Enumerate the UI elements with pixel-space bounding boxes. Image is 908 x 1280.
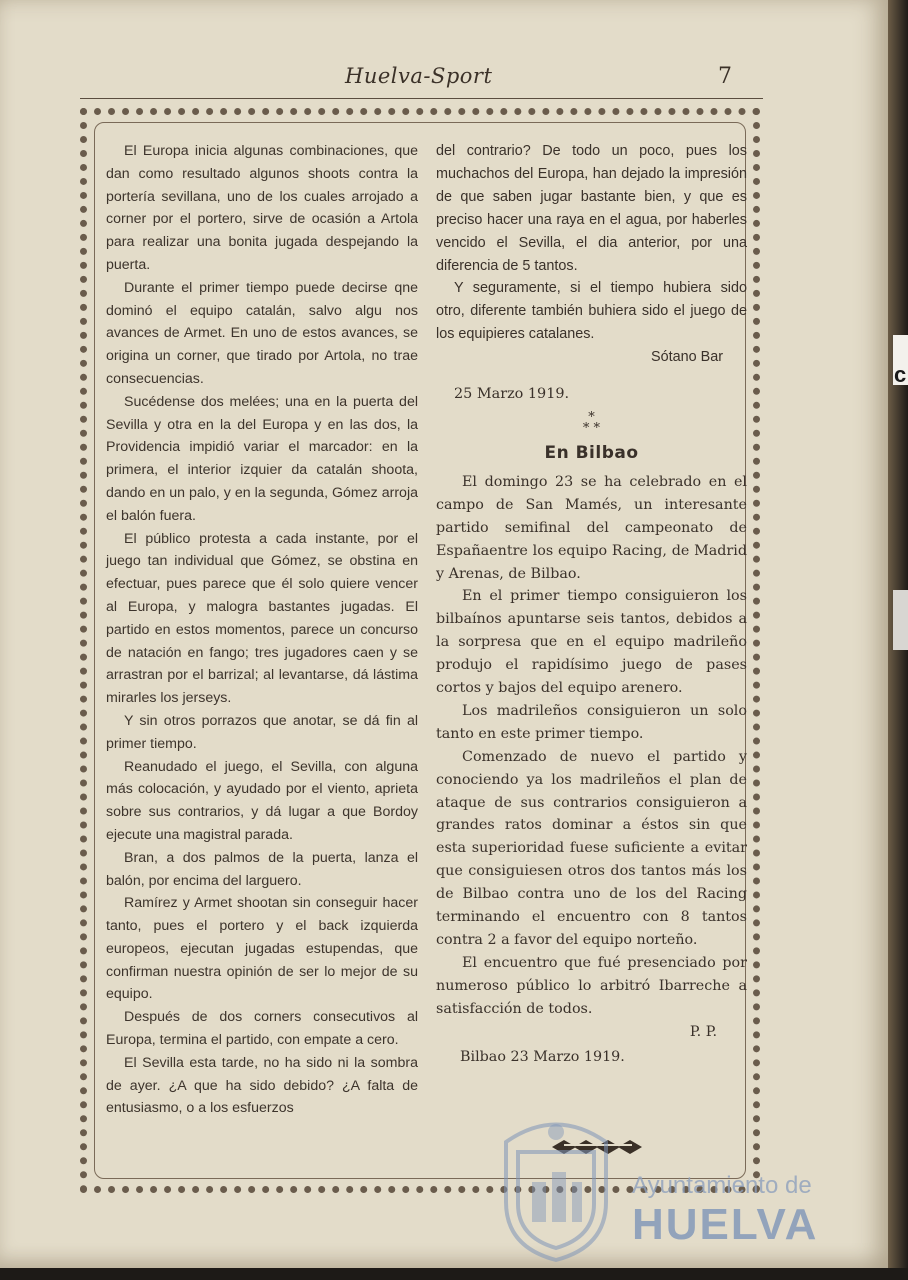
header-rule [80,98,763,99]
watermark-coat-of-arms [496,1112,616,1262]
paragraph: Después de dos corners consecutivos al Europa, termina el partido, con empate a cero. [106,1009,418,1049]
adjacent-page-glyph: c [894,362,907,387]
author-signature: P. P. [689,1023,717,1040]
asterism-divider: * * * [582,409,601,436]
paragraph: Durante el primer tiempo puede decirse qne dominó el equipo catalán, salvo algu nos avances de Armet. En uno de estos avances, se origina un corner, que tirado por Artola, no trae consecuencias. [106,279,418,387]
dateline: Bilbao 23 Marzo 1919. [460,1048,625,1065]
paragraph: El encuentro que fué presenciado por numeroso público lo arbitró Ibarreche a satisfacción de todos. [436,954,747,1017]
paragraph: Sucédense dos melées; una en la puerta del Sevilla y otra en la del Europa y en las dos, la Providencia impidió variar el marcador: en la primera, el interior izquier da catalán shoota, dando en un palo, y en la segunda, Gómez arroja el balón fuera. [106,393,418,524]
left-column [106,140,418,1120]
article-continuation [436,140,747,406]
paragraph: El Europa inicia algunas combinaciones, que dan como resultado algunos shoots contra la portería sevillana, uno de los cuales arrojado a corner por el portero, sirve de ocasión a Artola para realizar una bonita jugada despejando la puerta. [106,143,418,273]
paragraph: Los madrileños consiguieron un solo tanto en este primer tiempo. [436,702,747,742]
page-number: 7 [718,64,732,89]
page-edge-bottom [0,1268,908,1280]
paragraph: Ramírez y Armet shootan sin conseguir hacer tanto, pues el portero y el back izquierda europeos, ejecutan jugadas estupendas, que confirman nuestra opinión de ser lo mejor de su equipo. [106,895,418,1003]
paragraph: Reanudado el juego, el Sevilla, con alguna más colocación, y ayudado por el viento, aprieta sobre sus contrarios, y dá lugar a que Bordoy ejecute una magistral parada. [106,758,418,843]
section-heading: En Bilbao [544,442,639,463]
paragraph: El público protesta a cada instante, por el juego tan individual que Gómez, se obstina en efectuar, pues parece que él solo quiere vencer al Europa, y malogra bastantes jugadas. El partido en estos momentos, parece un concurso de natación en fango; tres jugadores caen y se arrastran por el barrizal; al levantarse, dá lástima mirarles los jerseys. [106,530,418,707]
paragraph: Y sin otros porrazos que anotar, se dá fin al primer tiempo. [106,712,418,752]
paragraph: Bran, a dos palmos de la puerta, lanza el balón, por encima del larguero. [106,849,418,889]
dateline: 25 Marzo 1919. [454,386,570,403]
adjacent-page-tab-lower [893,590,908,650]
paragraph: El domingo 23 se ha celebrado en el campo de San Mamés, un interesante partido semifinal del campeonato de Españaentre los equipo Racing, de Madrid y Arenas, de Bilbao. [436,473,747,582]
paragraph: En el primer tiempo consiguieron los bilbaínos apuntarse seis tantos, debidos a la sorpresa que en el equipo madrileño produjo el rapidísimo juego de pases cortos y bajos del equipo arenero. [436,588,747,697]
bilbao-article [436,471,747,1069]
watermark-text: Ayuntamiento de [632,1172,812,1199]
paragraph: Comenzado de nuevo el partido y conociendo ya los madrileños el plan de ataque de sus contrarios consiguieron a grandes ratos dominar a éstos sin que esta superioridad fuese suficiente a evitar que consiguiesen otros dos tantos más los de Bilbao contra uno de los del Racing terminando el encuentro con 8 tantos contra 2 a favor del equipo norteño. [436,748,747,948]
watermark-title: HUELVA [632,1200,819,1249]
publication-title: Huelva-Sport [345,64,493,88]
paragraph: del contrario? De todo un poco, pues los muchachos del Europa, han dejado la impresión de que saben jugar bastante bien, y que es preciso hacer una raya en el agua, por haberles vencido el Sevilla, el dia anterior, por una diferencia de 5 tantos. [436,143,747,274]
paragraph: Y seguramente, si el tiempo hubiera sido otro, diferente también buhiera sido el juego de los equipieres catalanes. [436,280,747,343]
paragraph: El Sevilla esta tarde, no ha sido ni la sombra de ayer. ¿A que ha sido debido? ¿A falta de entusiasmo, o a los esfuerzos [106,1054,418,1117]
author-signature: Sótano Bar [650,349,723,366]
right-column [436,140,747,1068]
